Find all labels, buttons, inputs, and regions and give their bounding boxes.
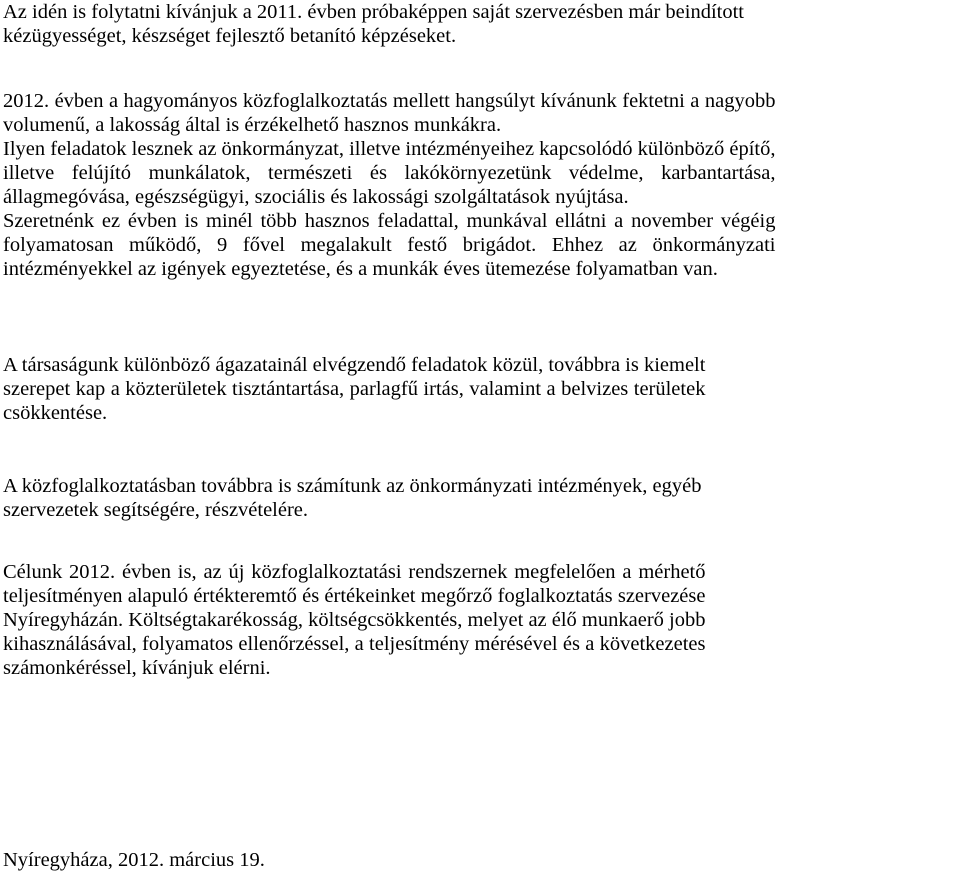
text-line: Az idén is folytatni kívánjuk a 2011. évben próbaképpen saját szervezésben már beindított [3, 1, 744, 23]
text-line: illetve felújító munkálatok, természeti és lakókörnyezetünk védelme, karbantartása, [3, 162, 776, 184]
paragraph-goals [3, 560, 705, 680]
text-line: 2012. évben a hagyományos közfoglalkoztatás mellett hangsúlyt kívánunk fektetni a nagyobb [3, 90, 776, 112]
paragraph-cooperation [3, 474, 701, 522]
text-line: A közfoglalkoztatásban továbbra is számítunk az önkormányzati intézmények, egyéb [3, 475, 702, 497]
text-line: folyamatosan működő, 9 fővel megalakult festő brigádot. Ehhez az önkormányzati [3, 234, 776, 256]
text-line: teljesítményen alapuló értékteremtő és értékeinket megőrző foglalkoztatás szervezése [3, 585, 706, 607]
text-line: szervezetek segítségére, részvételére. [3, 499, 309, 521]
text-line: Szeretnénk ez évben is minél több hasznos feladattal, munkával ellátni a november végéig [3, 210, 776, 232]
text-line: kézügyességet, készséget fejlesztő betanító képzéseket. [3, 25, 457, 47]
text-line: kihasználásával, folyamatos ellenőrzéssel, a teljesítmény mérésével és a következetes [3, 633, 706, 655]
paragraph-training [3, 0, 744, 48]
place-date-text: Nyíregyháza, 2012. március 19. [3, 849, 265, 871]
paragraph-public-work-2012 [3, 89, 775, 281]
text-line: szerepet kap a közterületek tisztántartása, parlagfű irtás, valamint a belvizes területek [3, 378, 706, 400]
text-line: volumenű, a lakosság által is érzékelhető hasznos munkákra. [3, 114, 502, 136]
text-line: Nyíregyházán. Költségtakarékosság, költségcsökkentés, melyet az élő munkaerő jobb [3, 609, 706, 631]
text-line: intézményekkel az igények egyeztetése, és a munkák éves ütemezése folyamatban van. [3, 258, 718, 280]
text-line: csökkentése. [3, 402, 108, 424]
paragraph-company-tasks [3, 353, 705, 425]
text-line: A társaságunk különböző ágazatainál elvégzendő feladatok közül, továbbra is kiemelt [3, 354, 706, 376]
place-and-date [3, 848, 265, 872]
text-line: Ilyen feladatok lesznek az önkormányzat, illetve intézményeihez kapcsolódó különböző építő, [3, 138, 776, 160]
text-line: állagmegóvása, egészségügyi, szociális és lakossági szolgáltatások nyújtása. [3, 186, 629, 208]
text-line: számonkéréssel, kívánjuk elérni. [3, 657, 271, 679]
text-line: Célunk 2012. évben is, az új közfoglalkoztatási rendszernek megfelelően a mérhető [3, 561, 706, 583]
